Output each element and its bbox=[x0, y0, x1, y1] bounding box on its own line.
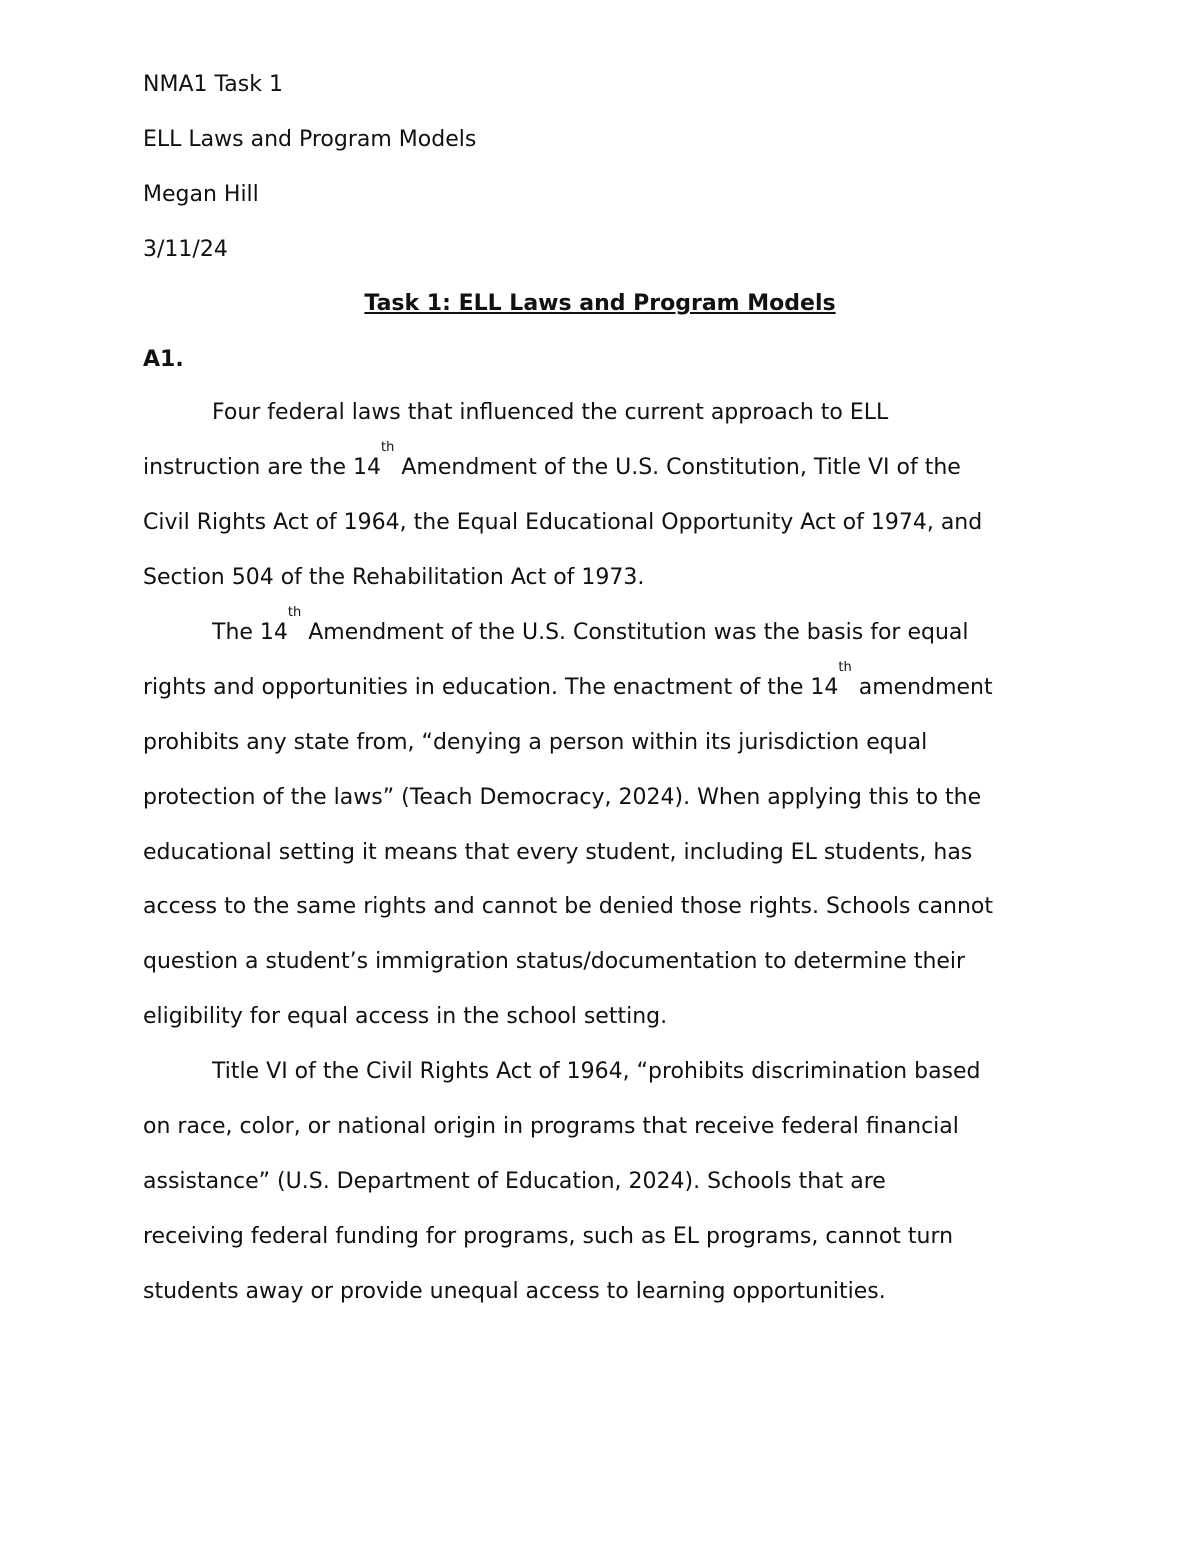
author-label: Megan Hill bbox=[143, 182, 259, 207]
paragraph-line: Section 504 of the Rehabilitation Act of 1973. bbox=[143, 565, 645, 590]
section-heading: A1. bbox=[143, 347, 184, 372]
superscript: th bbox=[381, 440, 395, 455]
paragraph-line: educational setting it means that every student, including EL students, has bbox=[143, 840, 973, 865]
paragraph-line: Civil Rights Act of 1964, the Equal Educational Opportunity Act of 1974, and bbox=[143, 510, 983, 535]
text-run: The 14 bbox=[212, 620, 288, 645]
paragraph-line: protection of the laws” (Teach Democracy, 2024). When applying this to the bbox=[143, 785, 982, 810]
text-run: instruction are the 14 bbox=[143, 455, 382, 480]
paragraph-line: question a student’s immigration status/documentation to determine their bbox=[143, 949, 966, 974]
subtitle-label: ELL Laws and Program Models bbox=[143, 127, 477, 152]
text-run: amendment bbox=[851, 675, 993, 700]
text-run: Amendment of the U.S. Constitution, Title VI of the bbox=[394, 455, 961, 480]
paragraph-line: access to the same rights and cannot be denied those rights. Schools cannot bbox=[143, 894, 994, 919]
paragraph-line: assistance” (U.S. Department of Education, 2024). Schools that are bbox=[143, 1169, 886, 1194]
superscript: th bbox=[838, 660, 852, 675]
document-title: Task 1: ELL Laws and Program Models bbox=[364, 291, 836, 316]
superscript: th bbox=[287, 605, 302, 620]
paragraph-line bbox=[212, 605, 969, 648]
paragraph-line: eligibility for equal access in the school setting. bbox=[143, 1004, 668, 1029]
text-run: rights and opportunities in education. The enactment of the 14 bbox=[143, 675, 839, 700]
paragraph-line: Four federal laws that influenced the current approach to ELL bbox=[212, 400, 889, 425]
paragraph-line: receiving federal funding for programs, such as EL programs, cannot turn bbox=[143, 1224, 954, 1249]
date-label: 3/11/24 bbox=[143, 237, 228, 262]
paragraph-line bbox=[143, 660, 993, 703]
course-label: NMA1 Task 1 bbox=[143, 72, 283, 97]
paragraph-line bbox=[143, 440, 961, 483]
paragraph-line: students away or provide unequal access to learning opportunities. bbox=[143, 1279, 886, 1304]
paragraph-line: Title VI of the Civil Rights Act of 1964, “prohibits discrimination based bbox=[212, 1059, 981, 1084]
text-run: Amendment of the U.S. Constitution was the basis for equal bbox=[301, 620, 969, 645]
paragraph-line: on race, color, or national origin in programs that receive federal financial bbox=[143, 1114, 959, 1139]
paragraph-line: prohibits any state from, “denying a person within its jurisdiction equal bbox=[143, 730, 928, 755]
